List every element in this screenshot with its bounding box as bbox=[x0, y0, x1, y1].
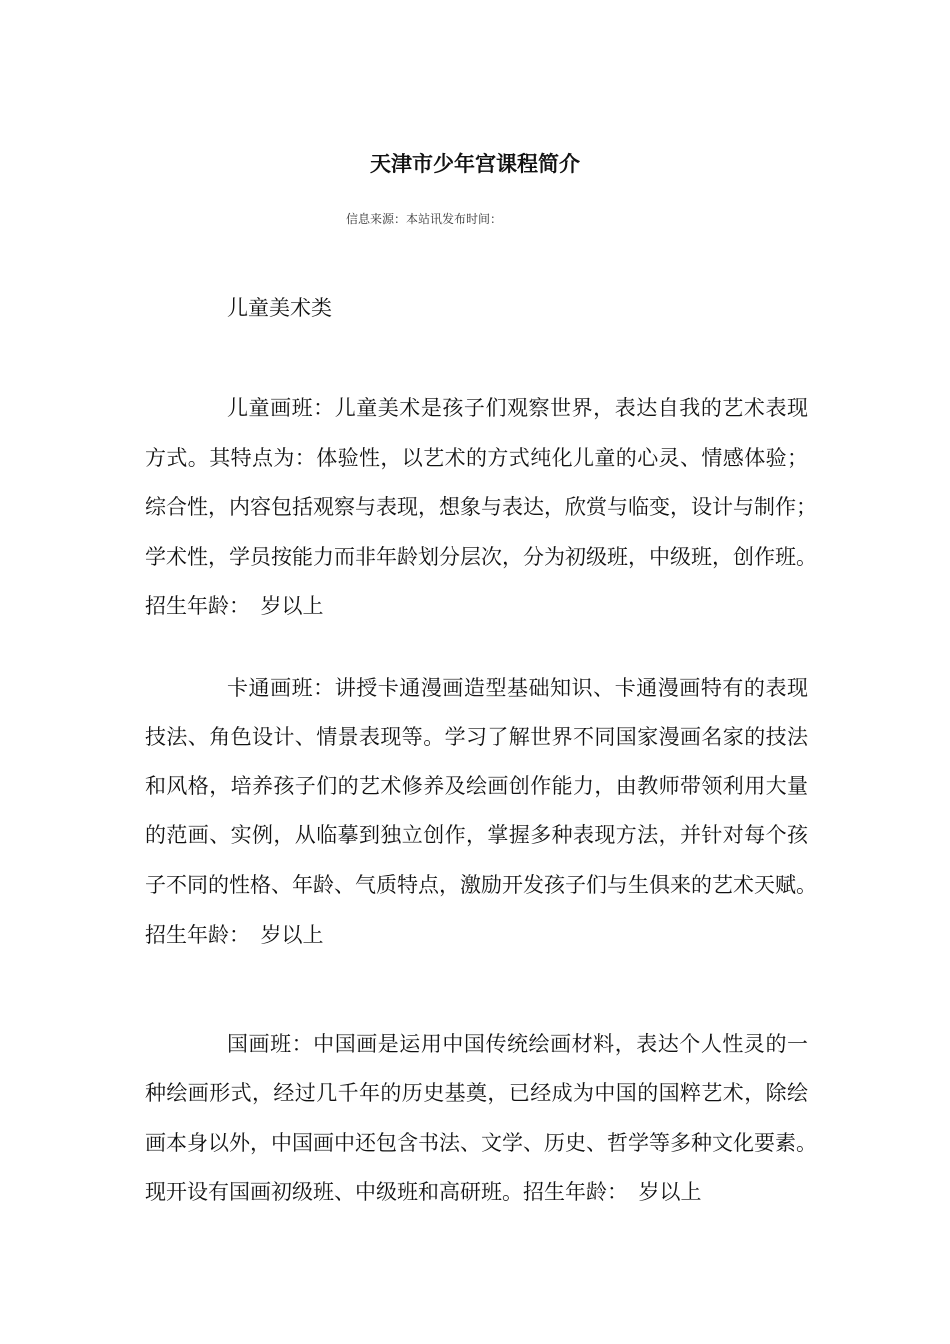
paragraph-line: 儿童画班：儿童美术是孩子们观察世界，表达自我的艺术表现 bbox=[227, 396, 808, 420]
paragraph-line: 招生年龄： 岁以上 bbox=[145, 923, 324, 947]
paragraph-line: 招生年龄： 岁以上 bbox=[145, 594, 324, 618]
paragraph-line: 方式。其特点为：体验性，以艺术的方式纯化儿童的心灵、情感体验； bbox=[145, 446, 808, 470]
paragraph-line: 综合性，内容包括观察与表现，想象与表达，欣赏与临变，设计与制作； bbox=[145, 495, 817, 519]
paragraph-line: 的范画、实例，从临摹到独立创作，掌握多种表现方法，并针对每个孩 bbox=[145, 823, 808, 847]
paragraph-line: 现开设有国画初级班、中级班和高研班。招生年龄： 岁以上 bbox=[145, 1180, 702, 1204]
document-title: 天津市少年宫课程简介 bbox=[370, 152, 580, 176]
paragraph-line: 卡通画班：讲授卡通漫画造型基础知识、卡通漫画特有的表现 bbox=[227, 676, 808, 700]
paragraph-line: 子不同的性格、年龄、气质特点，激励开发孩子们与生俱来的艺术天赋。 bbox=[145, 873, 817, 897]
source-info: 信息来源：本站讯发布时间： bbox=[346, 212, 503, 226]
paragraph-line: 国画班：中国画是运用中国传统绘画材料，表达个人性灵的一 bbox=[227, 1032, 808, 1056]
paragraph-line: 画本身以外，中国画中还包含书法、文学、历史、哲学等多种文化要素。 bbox=[145, 1131, 817, 1155]
paragraph-line: 技法、角色设计、情景表现等。学习了解世界不同国家漫画名家的技法 bbox=[145, 725, 808, 749]
paragraph-line: 学术性，学员按能力而非年龄划分层次，分为初级班，中级班，创作班。 bbox=[145, 545, 817, 569]
paragraph-line: 种绘画形式，经过几千年的历史基奠，已经成为中国的国粹艺术，除绘 bbox=[145, 1081, 808, 1105]
paragraph-line: 和风格，培养孩子们的艺术修养及绘画创作能力，由教师带领利用大量 bbox=[145, 774, 808, 798]
section-heading: 儿童美术类 bbox=[227, 296, 332, 320]
